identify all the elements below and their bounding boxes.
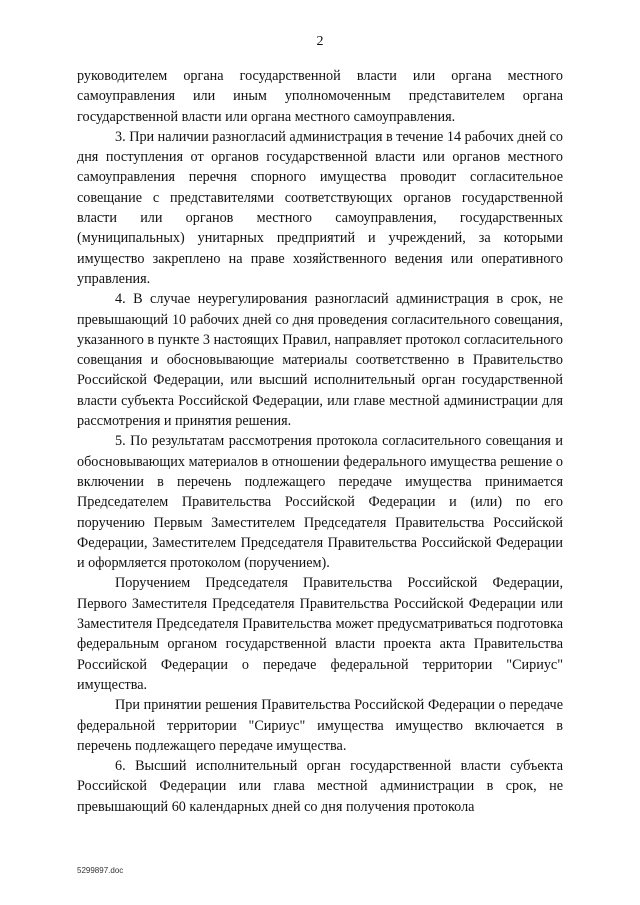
page-number: 2 <box>316 34 324 49</box>
paragraph-item-4: 4. В случае неурегулирования разногласий администрация в срок, не превышающий 10 рабочих дней со дня проведения согласительного совещания, указанного в пункте 3 настоящих Правил, направляет протокол согласительного совещания и обосновывающие материалы соответственно в Правительство Российской Федерации, или высший исполнительный орган государственной власти субъекта Российской Федерации, или главе местной администрации для рассмотрения и принятия решения. <box>77 291 563 430</box>
paragraph-item-6: 6. Высший исполнительный орган государственной власти субъекта Российской Федерации или глава местной администрации в срок, не превышающий 60 календарных дней со дня получения протокола <box>77 758 563 815</box>
paragraph-continuation: руководителем органа государственной власти или органа местного самоуправления или иным уполномоченным представителем органа государственной власти или органа местного самоуправления. <box>77 68 563 125</box>
paragraph-instruction: Поручением Председателя Правительства Российской Федерации, Первого Заместителя Председателя Правительства Российской Федерации или Заместителя Председателя Правительства может предусматриваться подготовка федеральным органом государственной власти проекта акта Правительства Российской Федерации о передаче федеральной территории "Сириус" имущества. <box>77 575 563 693</box>
footer-doc-id: 5299897.doc <box>77 866 124 875</box>
paragraph-decision: При принятии решения Правительства Российской Федерации о передаче федеральной территории "Сириус" имущества имущество включается в перечень подлежащего передаче имущества. <box>77 697 563 754</box>
paragraph-item-3: 3. При наличии разногласий администрация в течение 14 рабочих дней со дня поступления от органов государственной власти или органов местного самоуправления перечня спорного имущества проводит согласительное совещание с представителями соответствующих органов государственной власти или органов местного самоуправления, государственных (муниципальных) унитарных предприятий и учреждений, за которыми имущество закреплено на праве хозяйственного ведения или оперативного управления. <box>77 128 563 287</box>
document-body <box>77 66 563 817</box>
paragraph-item-5: 5. По результатам рассмотрения протокола согласительного совещания и обосновывающих материалов в отношении федерального имущества решение о включении в перечень подлежащего передаче имущества принимается Председателем Правительства Российской Федерации и (или) по его поручению Первым Заместителем Председателя Правительства Российской Федерации, Заместителем Председателя Правительства Российской Федерации и оформляется протоколом (поручением). <box>77 433 563 572</box>
